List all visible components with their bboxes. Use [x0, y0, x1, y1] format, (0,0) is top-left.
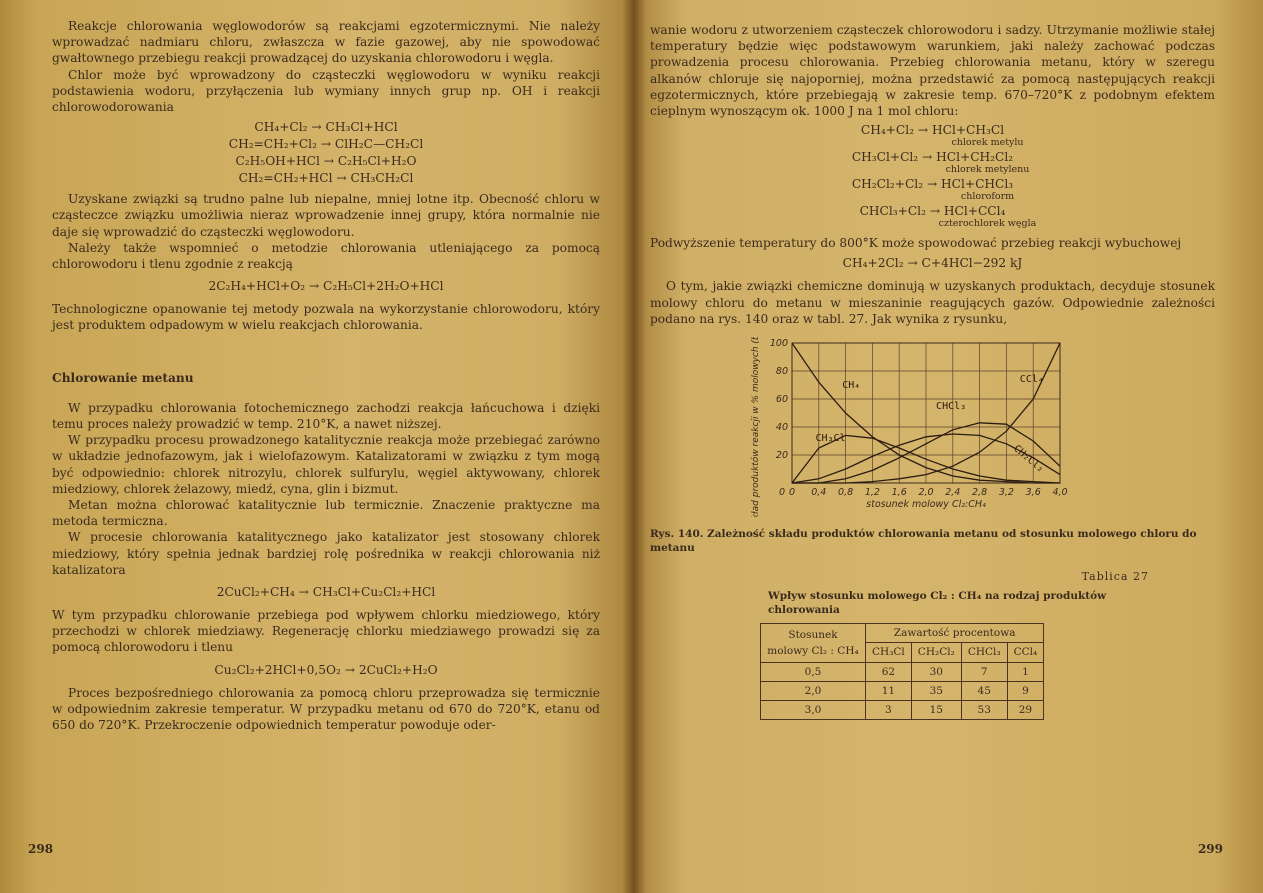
series-label: CH₂Cl₂: [1011, 443, 1046, 475]
y-tick-label: 60: [775, 394, 788, 406]
paragraph: Technologiczne opanowanie tej metody pozwala na wykorzystanie chlorowodoru, który jest produktem odpadowym w wielu reakcjach chlorowania.: [52, 302, 600, 333]
series-label: CCl₄: [1019, 374, 1044, 386]
table-column-header: CH₂Cl₂: [911, 643, 961, 662]
reaction-equation: CH₄+Cl₂ → HCl+CH₃Cl: [860, 123, 1005, 138]
y-tick-label: 20: [775, 450, 788, 462]
table-cell: 62: [866, 662, 912, 681]
table-label: Tablica 27: [1081, 570, 1149, 584]
x-tick-label: 2,4: [945, 487, 961, 499]
equation: CH₄+2Cl₂ → C+4HCl−292 kJ: [842, 256, 1023, 271]
x-tick-label: 3,2: [998, 487, 1014, 499]
reaction-equation: CHCl₃+Cl₂ → HCl+CCl₄: [859, 204, 1006, 219]
table-cell: 2,0: [761, 681, 866, 700]
table-column-header: CCl₄: [1007, 643, 1044, 662]
reaction-product-label: chlorek metylenu: [945, 164, 1030, 176]
table-cell: 3,0: [761, 701, 866, 720]
reaction-product-label: chloroform: [960, 191, 1015, 203]
y-tick-label: 0: [778, 487, 786, 499]
table-cell: 45: [961, 681, 1007, 700]
right-page: [634, 0, 1263, 893]
x-tick-label: 0,8: [838, 487, 854, 499]
table-header-ratio: Stosunek molowy Cl₂ : CH₄: [761, 624, 866, 662]
table-cell: 1: [1007, 662, 1044, 681]
paragraph: Proces bezpośredniego chlorowania za pomocą chloru przeprowadza się termicznie w odpowiednim zakresie temperatur. W przypadku metanu od 670 do 720°K, etanu od 650 do 720°K. Przekroczenie odpowiednich temperatur powoduje oder-: [52, 685, 600, 733]
x-tick-label: 1,6: [891, 487, 907, 499]
table-cell: 0,5: [761, 662, 866, 681]
paragraph: W przypadku procesu prowadzonego katalitycznie reakcja może przebiegać zarówno w układzie jednofazowym, jak i wielofazowym. Katalizatorami w związku z tym mogą być odpowiednio: chlorek nitrozylu, chlorek sulfurylu, węgiel aktywowany, chlorek miedziowy, chlorek żelazowy, miedź, cyna, glin i bizmut.: [52, 433, 600, 496]
table-cell: 9: [1007, 681, 1044, 700]
reaction-product-label: chlorek metylu: [951, 137, 1024, 149]
equation: 2C₂H₄+HCl+O₂ → C₂H₅Cl+2H₂O+HCl: [208, 279, 444, 294]
x-tick-label: 2,8: [972, 487, 988, 499]
section-heading: Chlorowanie metanu: [52, 370, 194, 385]
equation: C₂H₅OH+HCl → C₂H₅Cl+H₂O: [235, 154, 417, 169]
table-cell: 29: [1007, 701, 1044, 720]
series-label: CH₃Cl: [815, 433, 846, 445]
paragraph: wanie wodoru z utworzeniem cząsteczek chlorowodoru i sadzy. Utrzymanie możliwie stałej temperatury będzie więc podstawowym warunkiem, jaki należy zachować podczas prowadzenia procesu chlorowania. Przebieg chlorowania metanu, który w szeregu alkanów chloruje się najoporniej, można przedstawić za pomocą następujących reakcji egzotermicznych, które przebiegają w zakresie temp. 670–720°K z podobnym efektem cieplnym wynoszącym ok. 1000 J na 1 mol chloru:: [650, 23, 1215, 119]
table-row: [761, 662, 1044, 681]
x-tick-label: 4,0: [1052, 487, 1068, 499]
equation-block: [52, 119, 600, 187]
paragraph: Chlor może być wprowadzony do cząsteczki węglowodoru w wyniku reakcji podstawienia wodoru, przyłączenia lub wymiany innych grup np. OH i reakcji chlorowodorowania: [52, 67, 600, 115]
right-page-text: [650, 22, 1215, 720]
reaction-list: [650, 123, 1215, 229]
table-cell: 7: [961, 662, 1007, 681]
page-number: 299: [1197, 841, 1223, 856]
equation: 2CuCl₂+CH₄ → CH₃Cl+Cu₂Cl₂+HCl: [216, 585, 436, 600]
paragraph: Metan można chlorować katalitycznie lub termicznie. Znaczenie praktyczne ma metoda termiczna.: [52, 498, 600, 529]
paragraph: O tym, jakie związki chemiczne dominują w uzyskanych produktach, decyduje stosunek molowy chloru do metanu w mieszaninie reagujących gazów. Odpowiednie zależności podano na rys. 140 oraz w tabl. 27. Jak wynika z rysunku,: [650, 279, 1215, 326]
table-header-group: Zawartość procentowa: [866, 624, 1044, 643]
x-tick-label: 0,4: [811, 487, 827, 499]
equation: CH₄+Cl₂ → CH₃Cl+HCl: [254, 120, 398, 135]
x-tick-label: 2,0: [918, 487, 934, 499]
table-column-header: CH₃Cl: [866, 643, 912, 662]
series-label: CH₄: [842, 379, 861, 391]
chart-svg: [746, 337, 1076, 517]
left-page-text: [52, 18, 600, 733]
x-tick-label: 3,6: [1025, 487, 1041, 499]
equation: CH₂=CH₂+HCl → CH₃CH₂Cl: [238, 171, 414, 186]
reaction: [650, 150, 1215, 175]
reaction: [650, 123, 1215, 148]
paragraph: W procesie chlorowania katalitycznego jako katalizator jest stosowany chlorek miedziowy, który spełnia jednak bardziej rolę pośrednika w reakcji chlorowania niż katalizatora: [52, 530, 600, 577]
table-row: [761, 701, 1044, 720]
data-table: [760, 623, 1044, 720]
x-tick-label: 1,2: [864, 487, 880, 499]
y-axis-label: skład produktów reakcji w % molowych (bez HCl): [751, 337, 761, 518]
table-column-header: CHCl₃: [961, 643, 1007, 662]
table-cell: 11: [866, 681, 912, 700]
table-row: [761, 681, 1044, 700]
reaction-product-label: czterochlorek węgla: [938, 218, 1037, 230]
table-cell: 35: [911, 681, 961, 700]
x-tick-label: 0: [788, 487, 796, 499]
y-tick-label: 100: [769, 338, 788, 350]
series-label: CHCl₃: [936, 400, 967, 412]
reaction: [650, 204, 1215, 229]
table-cell: 53: [961, 701, 1007, 720]
y-tick-label: 80: [775, 366, 788, 378]
x-axis-label: stosunek molowy Cl₂:CH₄: [866, 499, 986, 511]
paragraph: Podwyższenie temperatury do 800°K może spowodować przebieg reakcji wybuchowej: [650, 236, 1182, 251]
figure-caption: Rys. 140. Zależność składu produktów chlorowania metanu od stosunku molowego chloru do metanu: [650, 528, 1197, 555]
equation: CH₂=CH₂+Cl₂ → ClH₂C—CH₂Cl: [228, 137, 424, 152]
table-cell: 15: [911, 701, 961, 720]
paragraph: Reakcje chlorowania węglowodorów są reakcjami egzotermicznymi. Nie należy wprowadzać nadmiaru chloru, zwłaszcza w fazie gazowej, aby nie spowodować gwałtownego przebiegu reakcji prowadzącej do uzyskania chlorowodoru i węgla.: [52, 19, 600, 66]
page-number: 298: [28, 841, 54, 856]
table-caption: Wpływ stosunku molowego Cl₂ : CH₄ na rodzaj produktów chlorowania: [768, 590, 1107, 617]
reaction-equation: CH₃Cl+Cl₂ → HCl+CH₂Cl₂: [851, 150, 1014, 165]
table-cell: 3: [866, 701, 912, 720]
paragraph: Uzyskane związki są trudno palne lub niepalne, mniej lotne itp. Obecność chloru w cząsteczce związku umożliwia nieraz wprowadzenie innej grupy, która normalnie nie daje się wprowadzić do cząsteczki węglowodoru.: [52, 192, 600, 239]
figure-140-chart: [746, 337, 1076, 517]
table-cell: 30: [911, 662, 961, 681]
paragraph: W tym przypadku chlorowanie przebiega pod wpływem chlorku miedziowego, który przechodzi w chlorek miedziawy. Regenerację chlorku miedziawego prowadzi się za pomocą chlorowodoru i tlenu: [52, 608, 600, 655]
book-gutter: [622, 0, 646, 893]
reaction: [650, 177, 1215, 202]
reaction-equation: CH₂Cl₂+Cl₂ → HCl+CHCl₃: [851, 177, 1014, 192]
equation: Cu₂Cl₂+2HCl+0,5O₂ → 2CuCl₂+H₂O: [214, 662, 438, 677]
y-tick-label: 40: [775, 422, 788, 434]
paragraph: W przypadku chlorowania fotochemicznego zachodzi reakcja łańcuchowa i dzięki temu proces należy prowadzić w temp. 210°K, a nawet niższej.: [52, 400, 600, 432]
paragraph: Należy także wspomnieć o metodzie chlorowania utleniającego za pomocą chlorowodoru i tlenu zgodnie z reakcją: [52, 240, 600, 272]
